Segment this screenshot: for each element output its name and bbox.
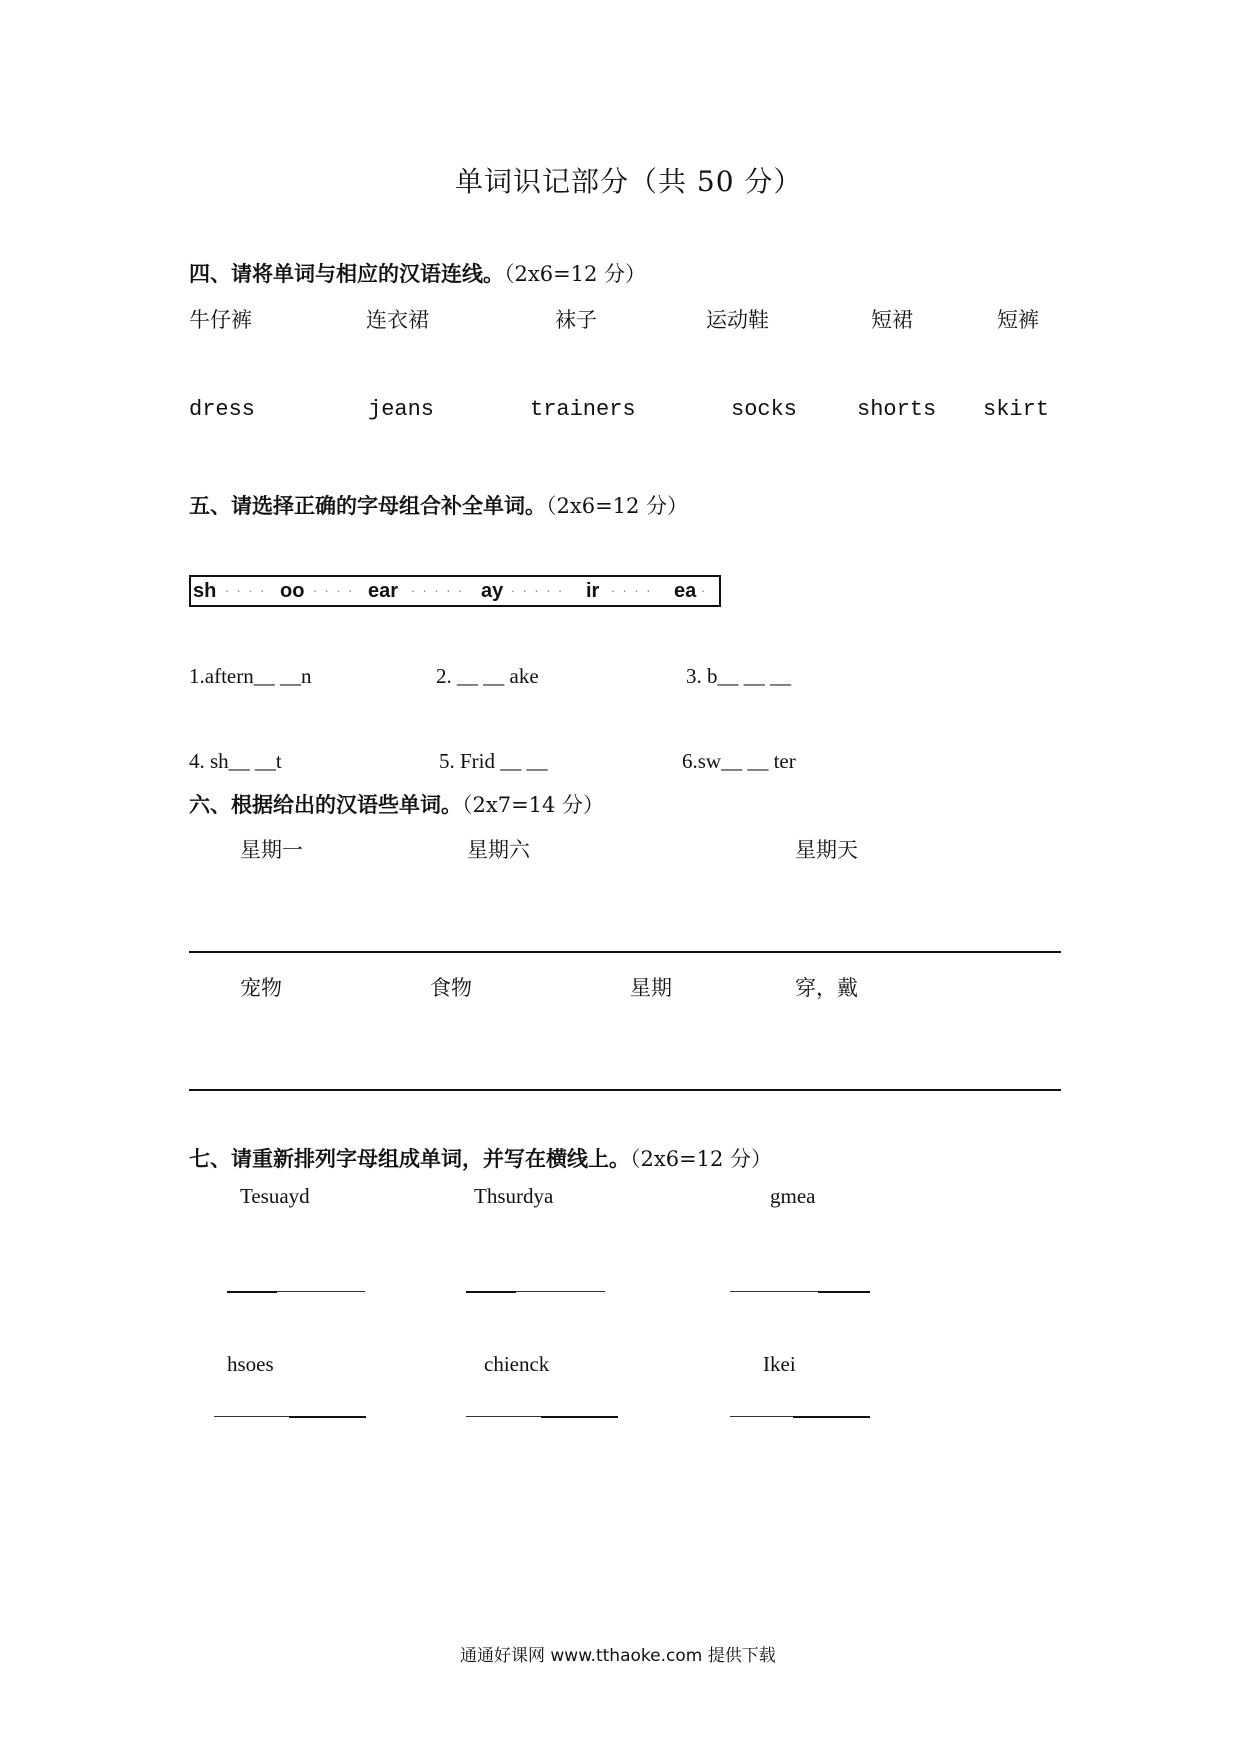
fill-item-4: 4. sh__ __t bbox=[189, 749, 282, 773]
scrambled-word-6: Ikei bbox=[763, 1352, 796, 1376]
answer-line bbox=[189, 951, 1061, 953]
cn-word-1: 牛仔裤 bbox=[189, 308, 252, 332]
page-title: 单词识记部分（共 50 分） bbox=[455, 165, 803, 198]
section-5-title: 五、请选择正确的字母组合补全单词。 bbox=[189, 494, 546, 518]
section-6-points: （2x7=14 分） bbox=[462, 793, 605, 817]
fill-item-1: 1.aftern__ __n bbox=[189, 664, 312, 688]
scrambled-word-2: Thsurdya bbox=[474, 1184, 554, 1208]
cn-prompt-wear: 穿，戴 bbox=[795, 976, 858, 1000]
cn-word-3: 袜子 bbox=[555, 308, 597, 332]
section-4-points: （2x6=12 分） bbox=[504, 262, 647, 286]
en-word-3: trainers bbox=[530, 397, 636, 422]
option-ay: ay bbox=[481, 580, 504, 602]
dotted-leader: . . . . . bbox=[511, 579, 565, 595]
option-oo: oo bbox=[280, 580, 305, 602]
letter-options-box bbox=[189, 575, 721, 607]
en-word-5: shorts bbox=[857, 397, 937, 422]
option-sh: sh bbox=[193, 580, 217, 602]
scrambled-word-1: Tesuayd bbox=[240, 1184, 310, 1208]
scrambled-word-4: hsoes bbox=[227, 1352, 274, 1376]
section-7-heading bbox=[189, 1143, 772, 1173]
cn-prompt-pet: 宠物 bbox=[240, 976, 282, 1000]
section-4-title: 四、请将单词与相应的汉语连线。 bbox=[189, 262, 504, 286]
section-7-title: 七、请重新排列字母组成单词，并写在横线上。 bbox=[189, 1147, 630, 1171]
option-ea: ea bbox=[674, 580, 697, 602]
dotted-leader: . bbox=[701, 579, 707, 595]
cn-prompt-week: 星期 bbox=[630, 976, 672, 1000]
dotted-leader: . . . . . bbox=[411, 579, 465, 595]
dotted-leader: . . . . bbox=[611, 579, 653, 595]
scrambled-word-5: chienck bbox=[484, 1352, 550, 1376]
fill-item-6: 6.sw__ __ ter bbox=[682, 749, 796, 773]
answer-line bbox=[189, 1089, 1061, 1091]
cn-prompt-monday: 星期一 bbox=[240, 838, 303, 862]
cn-word-2: 连衣裙 bbox=[366, 308, 429, 332]
dotted-leader: . . . . bbox=[313, 579, 355, 595]
scrambled-word-3: gmea bbox=[770, 1184, 816, 1208]
section-5-points: （2x6=12 分） bbox=[546, 494, 689, 518]
dotted-leader: . . . . bbox=[225, 579, 267, 595]
fill-item-2: 2. __ __ ake bbox=[436, 664, 539, 688]
section-4-heading bbox=[189, 258, 646, 288]
en-word-6: skirt bbox=[983, 397, 1050, 422]
en-word-4: socks bbox=[731, 397, 798, 422]
cn-word-5: 短裙 bbox=[871, 308, 913, 332]
fill-item-3: 3. b__ __ __ bbox=[686, 664, 791, 688]
en-word-2: jeans bbox=[368, 397, 435, 422]
option-ear: ear bbox=[368, 580, 399, 602]
cn-word-6: 短裤 bbox=[997, 308, 1039, 332]
fill-item-5: 5. Frid __ __ bbox=[439, 749, 548, 773]
option-ir: ir bbox=[586, 580, 600, 602]
en-word-1: dress bbox=[189, 397, 256, 422]
section-6-title: 六、根据给出的汉语些单词。 bbox=[189, 793, 462, 817]
cn-prompt-food: 食物 bbox=[430, 976, 472, 1000]
cn-prompt-sunday: 星期天 bbox=[795, 838, 858, 862]
cn-prompt-saturday: 星期六 bbox=[467, 838, 530, 862]
section-7-points: （2x6=12 分） bbox=[630, 1147, 773, 1171]
section-5-heading bbox=[189, 490, 688, 520]
section-6-heading bbox=[189, 789, 604, 819]
footer-credit: 通通好课网 www.tthaoke.com 提供下载 bbox=[460, 1646, 776, 1666]
cn-word-4: 运动鞋 bbox=[706, 308, 769, 332]
